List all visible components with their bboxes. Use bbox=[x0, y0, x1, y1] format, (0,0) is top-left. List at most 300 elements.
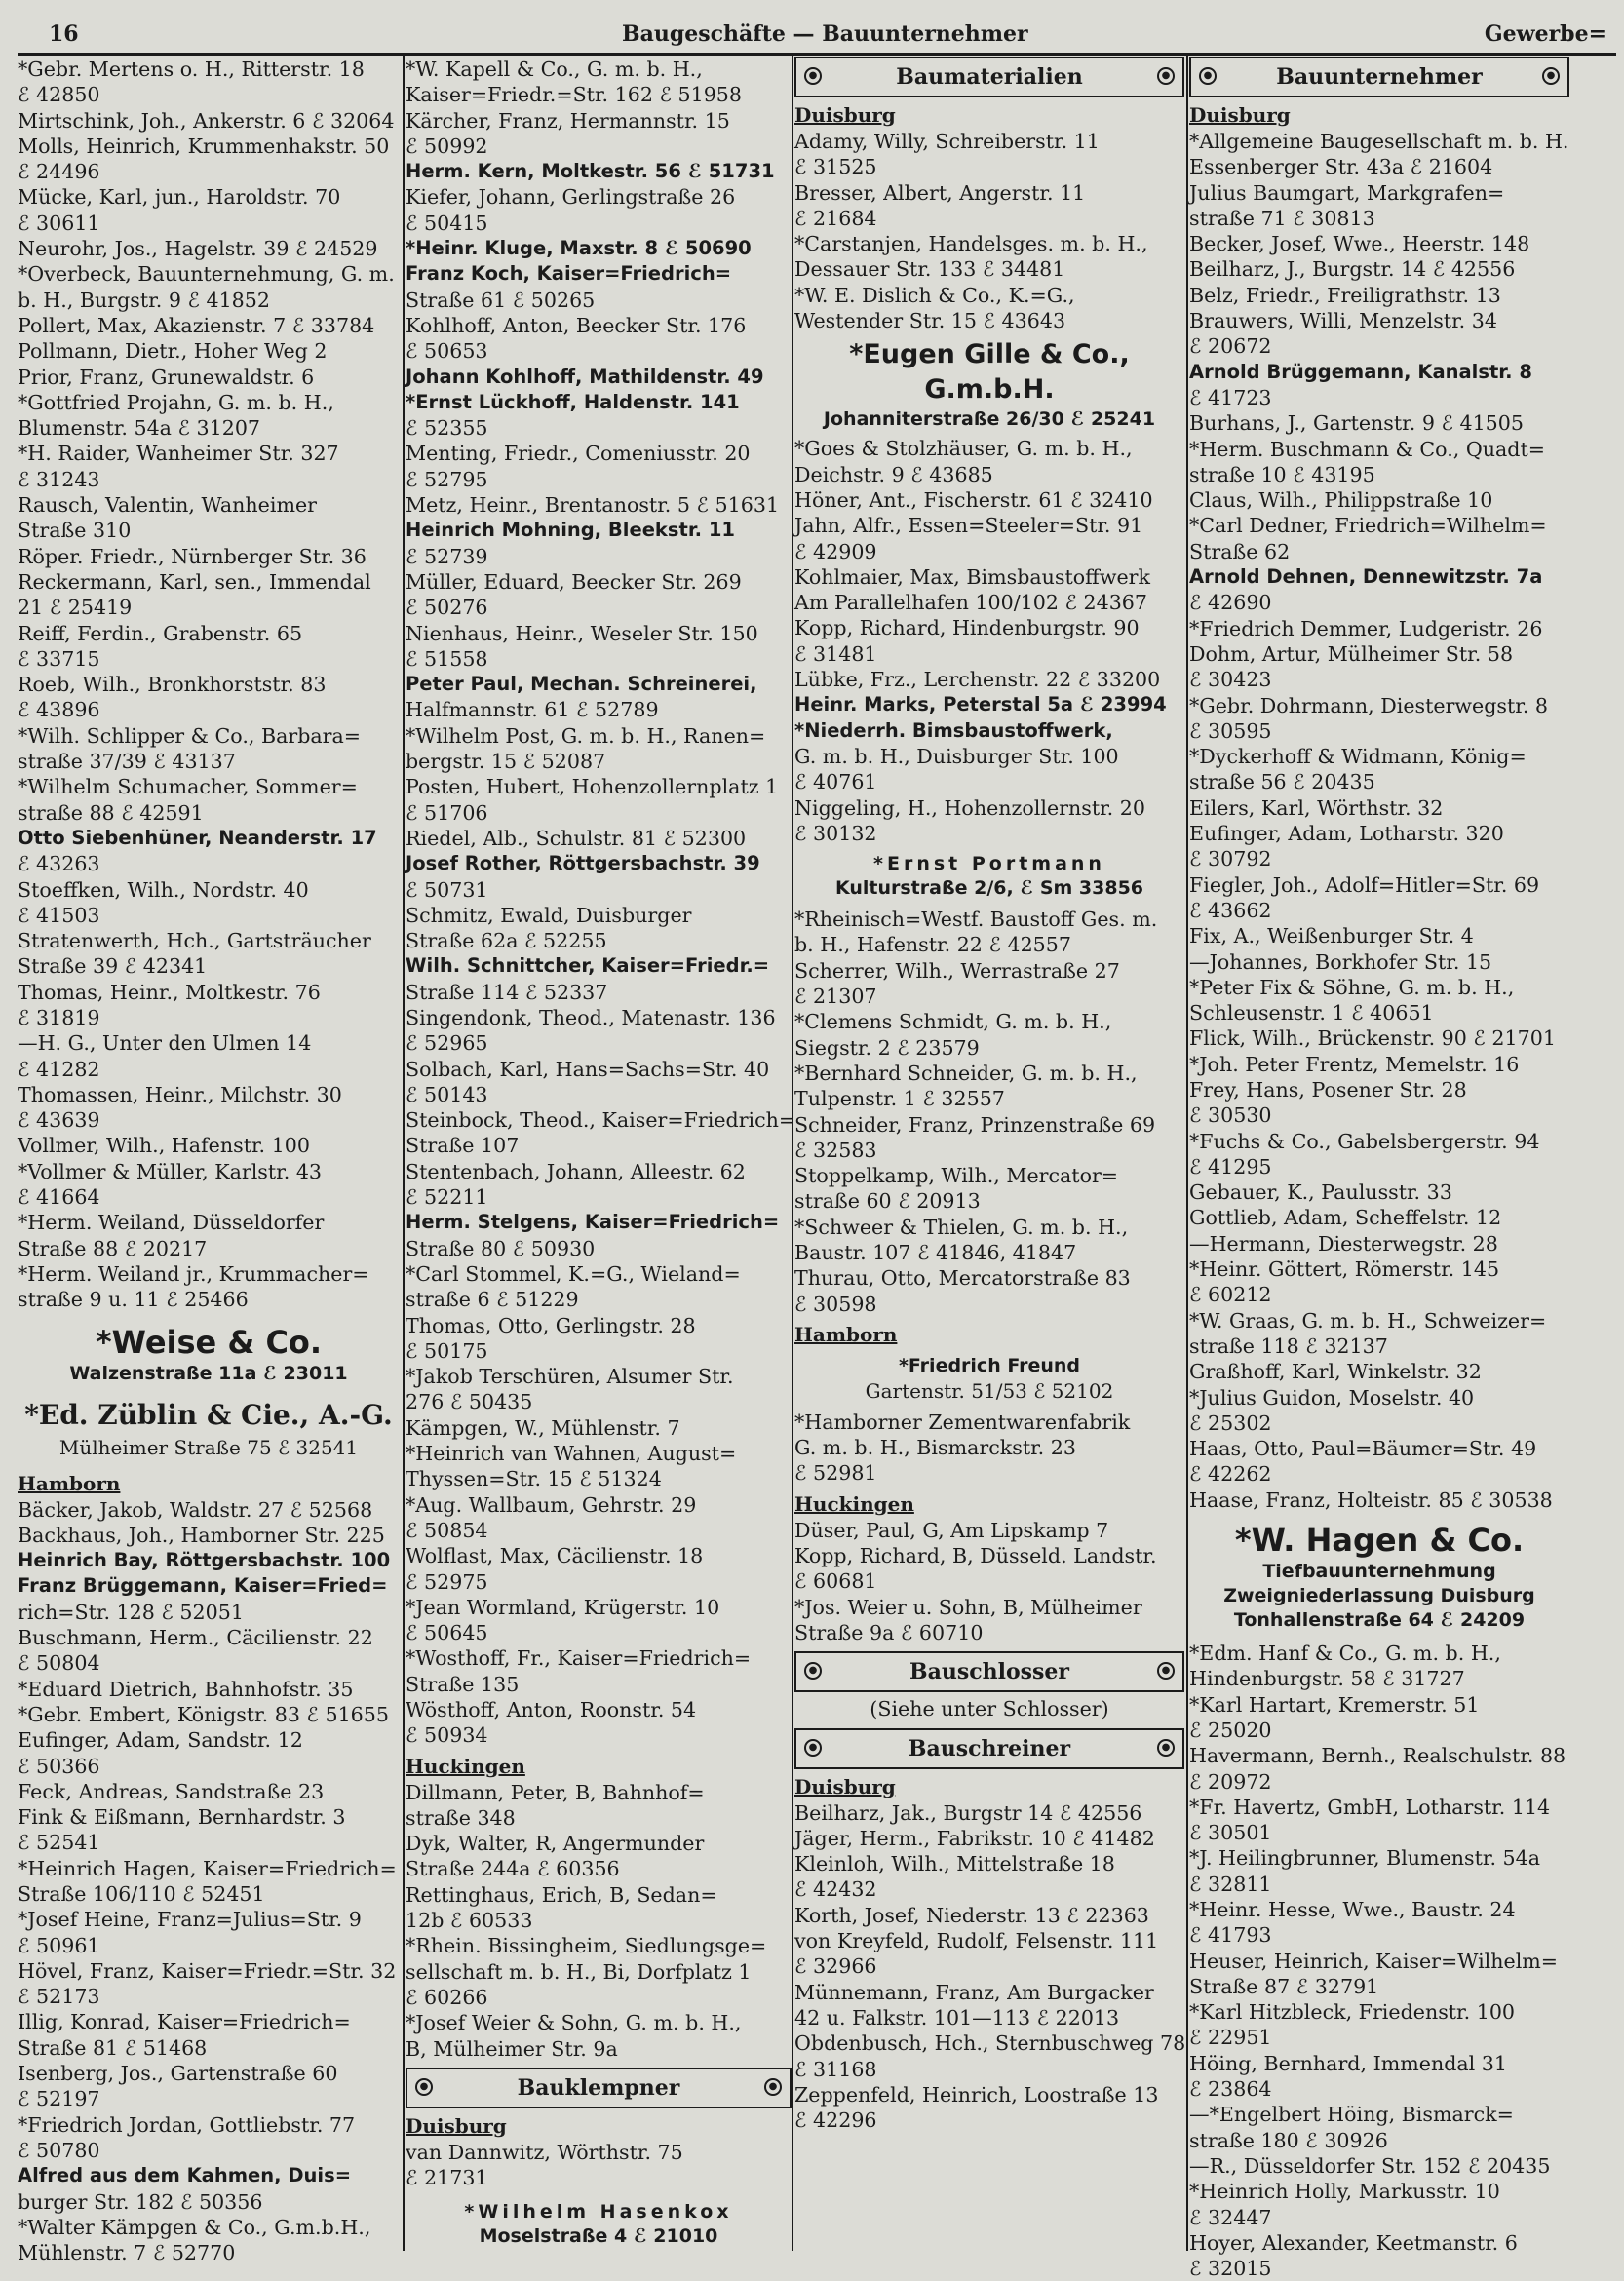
entry-line: *Dyckerhoff & Widmann, König= bbox=[1189, 745, 1527, 769]
entry-bold: Arnold Brüggemann, Kanalstr. 8 bbox=[1189, 360, 1532, 383]
entry-bold: *Ernst Lückhoff, Haldenstr. 141 bbox=[406, 390, 740, 413]
entry-line: —R., Düsseldorfer Str. 152 ℰ 20435 bbox=[1189, 2153, 1551, 2178]
entry-line: ℰ 42432 bbox=[794, 1877, 877, 1902]
entry-line: Scherrer, Wilh., Werrastraße 27 bbox=[794, 958, 1120, 983]
entry-line: ℰ 30598 bbox=[794, 1292, 877, 1316]
entry-line: Gottlieb, Adam, Scheffelstr. 12 bbox=[1189, 1206, 1502, 1230]
cross-reference: (Siehe unter Schlosser) bbox=[870, 1697, 1109, 1721]
entry-line: Straße 244a ℰ 60356 bbox=[406, 1857, 620, 1881]
entry-line: Essenberger Str. 43a ℰ 21604 bbox=[1189, 155, 1493, 179]
advert-address: Tonhallenstraße 64 ℰ 24209 bbox=[1233, 1609, 1526, 1632]
entry-line: straße 71 ℰ 30813 bbox=[1189, 206, 1375, 230]
entry-line: ℰ 52975 bbox=[406, 1569, 488, 1594]
entry-line: ℰ 30595 bbox=[1189, 718, 1272, 743]
entry-line: ℰ 31168 bbox=[794, 2057, 877, 2081]
entry-line: Zeppenfeld, Heinrich, Loostraße 13 bbox=[794, 2082, 1159, 2107]
entry-bold: *Niederrh. Bimsbaustoffwerk, bbox=[794, 718, 1113, 742]
entry-line: Adamy, Willy, Schreiberstr. 11 bbox=[794, 130, 1100, 153]
entry-line: von Kreyfeld, Rudolf, Felsenstr. 111 bbox=[794, 1929, 1159, 1953]
entry-list bbox=[406, 57, 792, 159]
entry-bold: Herm. Kern, Moltkestr. 56 ℰ 51731 bbox=[406, 160, 775, 183]
entry-line: Burhans, J., Gartenstr. 9 ℰ 41505 bbox=[1189, 411, 1524, 436]
entry-list bbox=[794, 907, 1184, 1317]
entry-line: ℰ 31819 bbox=[18, 1005, 100, 1029]
bullet-circle-icon: ● bbox=[1542, 67, 1560, 85]
advert-address: Kulturstraße 2/6, ℰ Sm 33856 bbox=[834, 877, 1144, 900]
column-rule bbox=[1186, 56, 1188, 2251]
entry-line: van Dannwitz, Wörthstr. 75 bbox=[406, 2140, 683, 2164]
section-title: Bauschreiner bbox=[908, 1735, 1071, 1761]
entry-list bbox=[1189, 385, 1569, 564]
entry-bold: Franz Koch, Kaiser=Friedrich= bbox=[406, 262, 732, 286]
entry-line: Thyssen=Str. 15 ℰ 51324 bbox=[406, 1467, 662, 1491]
entry-list bbox=[794, 744, 1184, 846]
entry-line: *Goes & Stolzhäuser, G. m. b. H., bbox=[794, 437, 1133, 461]
entry-line: Haase, Franz, Holteistr. 85 ℰ 30538 bbox=[1189, 1488, 1553, 1512]
column-1 bbox=[18, 57, 400, 2265]
entry-line: ℰ 43263 bbox=[18, 852, 100, 876]
entry-line: ℰ 32583 bbox=[794, 1138, 877, 1162]
column-2 bbox=[406, 57, 796, 2250]
advert-weise bbox=[18, 1323, 400, 1386]
section-title: Baumaterialien bbox=[896, 64, 1083, 90]
entry-line: *Friedrich Jordan, Gottliebstr. 77 bbox=[18, 2112, 356, 2137]
column-rule bbox=[792, 56, 793, 2251]
bullet-circle-icon: ● bbox=[1157, 67, 1175, 85]
entry-line: Dyk, Walter, R, Angermunder bbox=[406, 1832, 705, 1856]
advert-line: Tiefbauunternehmung bbox=[1262, 1561, 1496, 1583]
entry-line: ℰ 33715 bbox=[18, 646, 100, 671]
entry-line: Solbach, Karl, Hans=Sachs=Str. 40 bbox=[406, 1057, 770, 1081]
bullet-circle-icon: ● bbox=[804, 1662, 822, 1680]
entry-line: Fink & Eißmann, Bernhardstr. 3 bbox=[18, 1805, 346, 1830]
entry-list bbox=[406, 288, 792, 365]
entry-line: Brauwers, Willi, Menzelstr. 34 bbox=[1189, 309, 1497, 333]
entry-list bbox=[406, 2140, 792, 2191]
entry-line: Thurau, Otto, Mercatorstraße 83 bbox=[794, 1266, 1131, 1291]
entry-list bbox=[1189, 129, 1569, 360]
entry-list bbox=[406, 877, 792, 954]
entry-line: G. m. b. H., Bismarckstr. 23 bbox=[794, 1436, 1076, 1460]
entry-list bbox=[406, 1780, 792, 2062]
entry-line: Backhaus, Joh., Hamborner Str. 225 bbox=[18, 1523, 385, 1547]
entry-list bbox=[794, 1800, 1184, 2134]
entry-line: Lübke, Frz., Lerchenstr. 22 ℰ 33200 bbox=[794, 668, 1161, 692]
entry-line: —*Engelbert Höing, Bismarck= bbox=[1189, 2103, 1514, 2127]
entry-line: ℰ 31525 bbox=[794, 155, 877, 179]
entry-line: Fix, A., Weißenburger Str. 4 bbox=[1189, 924, 1474, 948]
advert-name: *Eugen Gille & Co., G.m.b.H. bbox=[849, 339, 1130, 406]
section-heading bbox=[794, 57, 1184, 97]
advert-hagen bbox=[1189, 1521, 1569, 1633]
advert-name: *Ernst Portmann bbox=[873, 853, 1105, 875]
entry-line: —Hermann, Diesterwegstr. 28 bbox=[1189, 1231, 1498, 1256]
entry-line: ℰ 60266 bbox=[406, 1985, 488, 2009]
entry-bold: Alfred aus dem Kahmen, Duis= bbox=[18, 2164, 352, 2187]
entry-line: *W. E. Dislich & Co., K.=G., bbox=[794, 283, 1075, 307]
entry-line: ℰ 30132 bbox=[794, 821, 877, 845]
entry-line: Mühlenstr. 7 ℰ 52770 bbox=[18, 2241, 236, 2265]
entry-line: ℰ 50366 bbox=[18, 1754, 100, 1778]
entry-line: Heuser, Heinrich, Kaiser=Wilhelm= bbox=[1189, 1949, 1559, 1973]
entry-line: Röper. Friedr., Nürnberger Str. 36 bbox=[18, 544, 367, 568]
entry-line: ℰ 20672 bbox=[1189, 334, 1272, 359]
entry-line: *Edm. Hanf & Co., G. m. b. H., bbox=[1189, 1642, 1501, 1666]
entry-list bbox=[794, 436, 1184, 692]
entry-bold: Franz Brüggemann, Kaiser=Fried= bbox=[18, 1574, 388, 1598]
entry-line: Straße 61 ℰ 50265 bbox=[406, 288, 596, 312]
entry-line: ℰ 52981 bbox=[794, 1461, 877, 1486]
entry-line: Düser, Paul, G, Am Lipskamp 7 bbox=[794, 1518, 1109, 1542]
advert-name: *Ed. Züblin & Cie., A.-G. bbox=[24, 1398, 393, 1431]
section-heading bbox=[406, 2068, 792, 2108]
bullet-circle-icon: ● bbox=[1157, 1739, 1175, 1757]
entry-line: Gebauer, K., Paulusstr. 33 bbox=[1189, 1180, 1452, 1205]
entry-line: ℰ 50992 bbox=[406, 134, 488, 158]
entry-line: straße 348 bbox=[406, 1805, 516, 1830]
entry-line: ℰ 25020 bbox=[1189, 1718, 1272, 1742]
entry-line: ℰ 24496 bbox=[18, 160, 100, 184]
entry-bold: Heinr. Marks, Peterstal 5a ℰ 23994 bbox=[794, 693, 1167, 716]
entry-line: Feck, Andreas, Sandstraße 23 bbox=[18, 1779, 325, 1803]
entry-line: ℰ 50804 bbox=[18, 1651, 100, 1676]
entry-line: Bäcker, Jakob, Waldstr. 27 ℰ 52568 bbox=[18, 1497, 373, 1522]
entry-line: ℰ 41282 bbox=[18, 1057, 100, 1081]
entry-line: Korth, Josef, Niederstr. 13 ℰ 22363 bbox=[794, 1903, 1149, 1927]
entry-line: ℰ 30423 bbox=[1189, 668, 1272, 692]
entry-line: ℰ 52197 bbox=[18, 2087, 100, 2111]
entry-line: Kaiser=Friedr.=Str. 162 ℰ 51958 bbox=[406, 83, 743, 107]
entry-line: ℰ 50276 bbox=[406, 596, 488, 620]
entry-line: Kiefer, Johann, Gerlingstraße 26 bbox=[406, 185, 736, 210]
entry-line: *Vollmer & Müller, Karlstr. 43 bbox=[18, 1159, 323, 1183]
entry-line: Straße 62a ℰ 52255 bbox=[406, 929, 607, 953]
bullet-circle-icon: ● bbox=[804, 1739, 822, 1757]
bullet-circle-icon: ● bbox=[764, 2078, 782, 2096]
entry-line: —Johannes, Borkhofer Str. 15 bbox=[1189, 949, 1492, 974]
entry-line: Illig, Konrad, Kaiser=Friedrich= bbox=[18, 2010, 351, 2034]
entry-line: *Gottfried Projahn, G. m. b. H., bbox=[18, 390, 334, 414]
entry-list bbox=[794, 1518, 1184, 1645]
entry-line: *Fuchs & Co., Gabelsbergerstr. 94 bbox=[1189, 1129, 1540, 1153]
entry-line: *Allgemeine Baugesellschaft m. b. H. bbox=[1189, 130, 1569, 153]
entry-line: ℰ 41793 bbox=[1189, 1923, 1272, 1948]
entry-line: *W. Kapell & Co., G. m. b. H., bbox=[406, 58, 703, 81]
page-header bbox=[18, 14, 1616, 56]
entry-line: Schmitz, Ewald, Duisburger bbox=[406, 903, 692, 927]
entry-line: ℰ 52355 bbox=[406, 416, 488, 441]
entry-line: ℰ 30611 bbox=[18, 211, 100, 235]
entry-line: Stoeffken, Wilh., Nordstr. 40 bbox=[18, 877, 309, 902]
entry-line: Bresser, Albert, Angerstr. 11 bbox=[794, 180, 1086, 205]
entry-line: ℰ 41723 bbox=[1189, 385, 1272, 409]
entry-line: Siegstr. 2 ℰ 23579 bbox=[794, 1035, 980, 1060]
advert-address: Gartenstr. 51/53 ℰ 52102 bbox=[865, 1378, 1114, 1403]
entry-line: *Schweer & Thielen, G. m. b. H., bbox=[794, 1215, 1129, 1239]
advert-line: Zweigniederlassung Duisburg bbox=[1223, 1585, 1535, 1607]
entry-bold: Heinrich Mohning, Bleekstr. 11 bbox=[406, 519, 735, 542]
entry-list bbox=[18, 1497, 400, 1549]
city-heading: Hamborn bbox=[18, 1471, 121, 1495]
entry-line: ℰ 41295 bbox=[1189, 1154, 1272, 1179]
entry-bold: Josef Rother, Röttgersbachstr. 39 bbox=[406, 852, 760, 875]
entry-line: *Josef Weier & Sohn, G. m. b. H., bbox=[406, 2011, 742, 2035]
entry-bold: Heinrich Bay, Röttgersbachstr. 100 bbox=[18, 1549, 391, 1572]
entry-list bbox=[794, 129, 1184, 333]
entry-line: Stoppelkamp, Wilh., Mercator= bbox=[794, 1164, 1119, 1188]
entry-line: ℰ 30501 bbox=[1189, 1821, 1272, 1845]
entry-line: Straße 9a ℰ 60710 bbox=[794, 1620, 984, 1644]
entry-list bbox=[406, 1236, 792, 1749]
entry-line: *Heinrich van Wahnen, August= bbox=[406, 1442, 737, 1466]
entry-line: Prior, Franz, Grunewaldstr. 6 bbox=[18, 365, 315, 389]
entry-line: burger Str. 182 ℰ 50356 bbox=[18, 2189, 263, 2214]
section-title: Bauklempner bbox=[517, 2074, 680, 2101]
entry-line: ℰ 52795 bbox=[406, 467, 488, 491]
entry-line: Becker, Josef, Wwe., Heerstr. 148 bbox=[1189, 232, 1530, 256]
city-heading: Duisburg bbox=[794, 103, 896, 127]
running-head: Gewerbe= bbox=[1484, 21, 1606, 47]
entry-line: Thomassen, Heinr., Milchstr. 30 bbox=[18, 1082, 342, 1106]
entry-line: *Carl Stommel, K.=G., Wieland= bbox=[406, 1261, 741, 1286]
entry-list bbox=[406, 415, 792, 518]
entry-line: Stratenwerth, Hch., Gartsträucher bbox=[18, 929, 371, 953]
entry-line: Thomas, Otto, Gerlingstr. 28 bbox=[406, 1313, 696, 1337]
entry-line: ℰ 21307 bbox=[794, 985, 877, 1009]
entry-line: *Julius Guidon, Moselstr. 40 bbox=[1189, 1385, 1475, 1410]
entry-line: Straße 106/110 ℰ 52451 bbox=[18, 1882, 265, 1906]
entry-line: *Wilhelm Post, G. m. b. H., Ranen= bbox=[406, 723, 766, 748]
bullet-circle-icon: ● bbox=[1157, 1662, 1175, 1680]
entry-line: bergstr. 15 ℰ 52087 bbox=[406, 750, 606, 774]
entry-line: *Heinr. Hesse, Wwe., Baustr. 24 bbox=[1189, 1898, 1516, 1921]
entry-list bbox=[18, 2189, 400, 2266]
entry-line: Posten, Hubert, Hohenzollernplatz 1 bbox=[406, 775, 779, 799]
entry-bold: Otto Siebenhüner, Neanderstr. 17 bbox=[18, 826, 377, 849]
advert-freund bbox=[794, 1354, 1184, 1404]
entry-line: Hoyer, Alexander, Keetmanstr. 6 bbox=[1189, 2230, 1518, 2255]
column-4 bbox=[1189, 57, 1569, 2281]
entry-bold: Wilh. Schnittcher, Kaiser=Friedr.= bbox=[406, 954, 770, 978]
entry-line: Wolflast, Max, Cäcilienstr. 18 bbox=[406, 1544, 704, 1568]
entry-line: Kohlhoff, Anton, Beecker Str. 176 bbox=[406, 313, 747, 337]
entry-line: Flick, Wilh., Brückenstr. 90 ℰ 21701 bbox=[1189, 1026, 1556, 1051]
entry-line: *Friedrich Demmer, Ludgeristr. 26 bbox=[1189, 616, 1543, 640]
column-3 bbox=[794, 57, 1184, 2250]
entry-line: *Walter Kämpgen & Co., G.m.b.H., bbox=[18, 2215, 371, 2239]
entry-line: Molls, Heinrich, Krummenhakstr. 50 bbox=[18, 134, 390, 158]
entry-line: ℰ 50143 bbox=[406, 1082, 488, 1106]
entry-line: Rausch, Valentin, Wanheimer bbox=[18, 493, 318, 518]
entry-list bbox=[18, 57, 400, 826]
entry-line: ℰ 31243 bbox=[18, 467, 100, 491]
entry-line: Schneider, Franz, Prinzenstraße 69 bbox=[794, 1112, 1156, 1137]
entry-line: ℰ 52541 bbox=[18, 1831, 100, 1855]
entry-line: *Joh. Peter Frentz, Memelstr. 16 bbox=[1189, 1052, 1520, 1076]
entry-line: Claus, Wilh., Philippstraße 10 bbox=[1189, 488, 1493, 513]
entry-line: 42 u. Falkstr. 101—113 ℰ 22013 bbox=[794, 2005, 1120, 2030]
section-heading bbox=[794, 1651, 1184, 1692]
entry-line: Kopp, Richard, Hindenburgstr. 90 bbox=[794, 616, 1140, 640]
advert-name: *Wilhelm Hasenkox bbox=[464, 2201, 733, 2223]
entry-bold: *Heinr. Kluge, Maxstr. 8 ℰ 50690 bbox=[406, 237, 752, 260]
entry-line: Straße 80 ℰ 50930 bbox=[406, 1236, 596, 1260]
entry-line: *Hamborner Zementwarenfabrik bbox=[794, 1410, 1131, 1434]
entry-line: *Peter Fix & Söhne, G. m. b. H., bbox=[1189, 975, 1515, 999]
entry-line: Wösthoff, Anton, Roonstr. 54 bbox=[406, 1698, 697, 1721]
bullet-circle-icon: ● bbox=[1199, 67, 1217, 85]
entry-line: Menting, Friedr., Comeniusstr. 20 bbox=[406, 442, 751, 466]
advert-address: Johanniterstraße 26/30 ℰ 25241 bbox=[823, 408, 1156, 431]
section-title: Bauunternehmer bbox=[1276, 64, 1483, 90]
entry-line: *Carl Dedner, Friedrich=Wilhelm= bbox=[1189, 514, 1547, 538]
entry-bold: Johann Kohlhoff, Mathildenstr. 49 bbox=[406, 365, 764, 388]
entry-line: Havermann, Bernh., Realschulstr. 88 bbox=[1189, 1744, 1566, 1768]
entry-line: Rettinghaus, Erich, B, Sedan= bbox=[406, 1882, 717, 1907]
entry-line: ℰ 32015 bbox=[1189, 2257, 1272, 2281]
entry-line: *Gebr. Dohrmann, Diesterwegstr. 8 bbox=[1189, 693, 1549, 717]
city-heading: Duisburg bbox=[1189, 103, 1291, 127]
entry-line: Pollert, Max, Akazienstr. 7 ℰ 33784 bbox=[18, 313, 375, 337]
entry-list bbox=[18, 1600, 400, 2164]
entry-line: 276 ℰ 50435 bbox=[406, 1390, 533, 1414]
entry-line: *Heinrich Hagen, Kaiser=Friedrich= bbox=[18, 1856, 397, 1880]
entry-line: b. H., Hafenstr. 22 ℰ 42557 bbox=[794, 933, 1071, 957]
entry-line: ℰ 52173 bbox=[18, 1985, 100, 2009]
entry-line: straße 6 ℰ 51229 bbox=[406, 1288, 579, 1312]
entry-line: *Josef Heine, Franz=Julius=Str. 9 bbox=[18, 1908, 362, 1932]
advert-hasenkox bbox=[406, 2200, 792, 2249]
entry-line: *Karl Hitzbleck, Friedenstr. 100 bbox=[1189, 2000, 1516, 2025]
entry-line: *Gebr. Embert, Königstr. 83 ℰ 51655 bbox=[18, 1702, 389, 1726]
entry-line: Münnemann, Franz, Am Burgacker bbox=[794, 1980, 1154, 2004]
entry-line: Riedel, Alb., Schulstr. 81 ℰ 52300 bbox=[406, 826, 747, 850]
entry-list bbox=[406, 184, 792, 236]
entry-line: Kleinloh, Wilh., Mittelstraße 18 bbox=[794, 1852, 1115, 1876]
entry-list bbox=[406, 980, 796, 1211]
entry-line: ℰ 21731 bbox=[406, 2166, 488, 2190]
entry-line: Jahn, Alfr., Essen=Steeler=Str. 91 bbox=[794, 514, 1143, 538]
entry-line: *Karl Hartart, Kremerstr. 51 bbox=[1189, 1692, 1480, 1717]
entry-line: *Wosthoff, Fr., Kaiser=Friedrich= bbox=[406, 1646, 752, 1671]
entry-line: sellschaft m. b. H., Bi, Dorfplatz 1 bbox=[406, 1959, 752, 1984]
entry-line: Haas, Otto, Paul=Bäumer=Str. 49 bbox=[1189, 1437, 1537, 1461]
column-rule bbox=[403, 56, 405, 2251]
entry-line: B, Mülheimer Str. 9a bbox=[406, 2036, 618, 2061]
entry-line: *Clemens Schmidt, G. m. b. H., bbox=[794, 1010, 1112, 1034]
entry-line: 12b ℰ 60533 bbox=[406, 1909, 533, 1933]
advert-name: *W. Hagen & Co. bbox=[1234, 1522, 1525, 1560]
entry-line: *Herm. Buschmann & Co., Quadt= bbox=[1189, 437, 1545, 461]
advert-name: *Weise & Co. bbox=[95, 1323, 323, 1361]
entry-line: *Jos. Weier u. Sohn, B, Mülheimer bbox=[794, 1595, 1142, 1619]
entry-line: straße 9 u. 11 ℰ 25466 bbox=[18, 1288, 249, 1312]
entry-line: *Overbeck, Bauunternehmung, G. m. bbox=[18, 262, 395, 287]
entry-line: Eufinger, Adam, Lotharstr. 320 bbox=[1189, 822, 1504, 846]
entry-line: Straße 107 bbox=[406, 1134, 520, 1158]
entry-line: ℰ 42690 bbox=[1189, 591, 1272, 615]
entry-line: ℰ 52739 bbox=[406, 544, 488, 568]
entry-line: Baustr. 107 ℰ 41846, 41847 bbox=[794, 1240, 1077, 1264]
entry-list bbox=[1189, 1641, 1569, 2281]
entry-line: Halfmannstr. 61 ℰ 52789 bbox=[406, 698, 659, 722]
bullet-circle-icon: ● bbox=[804, 67, 822, 85]
entry-list bbox=[18, 851, 400, 1312]
page-title: Baugeschäfte — Bauunternehmer bbox=[622, 21, 1028, 47]
entry-line: ℰ 41503 bbox=[18, 903, 100, 927]
city-heading: Huckingen bbox=[406, 1754, 525, 1778]
entry-line: *Carstanjen, Handelsges. m. b. H., bbox=[794, 232, 1148, 256]
entry-line: ℰ 23864 bbox=[1189, 2077, 1272, 2102]
entry-line: Mücke, Karl, jun., Haroldstr. 70 bbox=[18, 185, 341, 210]
entry-line: *H. Raider, Wanheimer Str. 327 bbox=[18, 442, 339, 466]
entry-line: Tulpenstr. 1 ℰ 32557 bbox=[794, 1087, 1005, 1111]
entry-line: Höner, Ant., Fischerstr. 61 ℰ 32410 bbox=[794, 487, 1153, 512]
advert-gille bbox=[794, 337, 1184, 432]
entry-line: Am Parallelhafen 100/102 ℰ 24367 bbox=[794, 591, 1148, 615]
entry-line: ℰ 30792 bbox=[1189, 847, 1272, 871]
entry-line: *Heinr. Göttert, Römerstr. 145 bbox=[1189, 1257, 1500, 1282]
entry-line: Dohm, Artur, Mülheimer Str. 58 bbox=[1189, 641, 1514, 666]
entry-line: *J. Heilingbrunner, Blumenstr. 54a bbox=[1189, 1846, 1541, 1871]
entry-line: ℰ 32811 bbox=[1189, 1872, 1272, 1896]
advert-zueblin bbox=[18, 1396, 400, 1460]
city-heading: Huckingen bbox=[794, 1491, 914, 1516]
advert-address: Walzenstraße 11a ℰ 23011 bbox=[69, 1362, 348, 1384]
entry-line: Beilharz, J., Burgstr. 14 ℰ 42556 bbox=[1189, 257, 1516, 282]
entry-line: Nienhaus, Heinr., Weseler Str. 150 bbox=[406, 621, 758, 645]
entry-line: Buschmann, Herm., Cäcilienstr. 22 bbox=[18, 1626, 373, 1650]
entry-bold: Arnold Dehnen, Dennewitzstr. 7a bbox=[1189, 565, 1543, 589]
entry-line: Westender Str. 15 ℰ 43643 bbox=[794, 309, 1066, 333]
entry-line: Straße 310 bbox=[18, 519, 132, 543]
entry-line: Stentenbach, Johann, Alleestr. 62 bbox=[406, 1159, 746, 1183]
entry-line: Straße 39 ℰ 42341 bbox=[18, 954, 208, 979]
entry-line: Hövel, Franz, Kaiser=Friedr.=Str. 32 bbox=[18, 1958, 397, 1983]
entry-line: *Bernhard Schneider, G. m. b. H., bbox=[794, 1061, 1138, 1085]
page-number: 16 bbox=[49, 21, 79, 47]
entry-line: ℰ 25302 bbox=[1189, 1411, 1272, 1435]
entry-line: Belz, Friedr., Freiligrathstr. 13 bbox=[1189, 283, 1501, 307]
entry-line: ℰ 43896 bbox=[18, 698, 100, 722]
entry-line: Kopp, Richard, B, Düsseld. Landstr. bbox=[794, 1544, 1157, 1568]
entry-line: Dessauer Str. 133 ℰ 34481 bbox=[794, 257, 1065, 282]
entry-line: Graßhoff, Karl, Winkelstr. 32 bbox=[1189, 1360, 1482, 1384]
entry-line: ℰ 52965 bbox=[406, 1031, 488, 1056]
entry-line: *Rhein. Bissingheim, Siedlungsge= bbox=[406, 1934, 767, 1958]
entry-line: ℰ 42850 bbox=[18, 83, 100, 107]
entry-line: Straße 81 ℰ 51468 bbox=[18, 2035, 208, 2060]
entry-line: Straße 62 bbox=[1189, 539, 1291, 563]
entry-line: Steinbock, Theod., Kaiser=Friedrich= bbox=[406, 1108, 796, 1133]
entry-line: ℰ 50961 bbox=[18, 1933, 100, 1957]
entry-line: Dillmann, Peter, B, Bahnhof= bbox=[406, 1780, 705, 1804]
entry-line: ℰ 60212 bbox=[1189, 1283, 1272, 1307]
entry-line: Straße 87 ℰ 32791 bbox=[1189, 1974, 1379, 1998]
entry-line: Roeb, Wilh., Bronkhorststr. 83 bbox=[18, 673, 327, 697]
city-heading: Hamborn bbox=[794, 1322, 898, 1346]
entry-line: Straße 88 ℰ 20217 bbox=[18, 1236, 208, 1260]
entry-line: Deichstr. 9 ℰ 43685 bbox=[794, 462, 993, 486]
entry-line: *Aug. Wallbaum, Gehrstr. 29 bbox=[406, 1492, 697, 1517]
entry-line: ℰ 43639 bbox=[18, 1108, 100, 1133]
entry-line: Obdenbusch, Hch., Sternbuschweg 78 bbox=[794, 2031, 1186, 2056]
entry-line: ℰ 51558 bbox=[406, 646, 488, 671]
entry-list bbox=[406, 544, 792, 672]
entry-line: Frey, Hans, Posener Str. 28 bbox=[1189, 1077, 1467, 1102]
entry-line: Mirtschink, Joh., Ankerstr. 6 ℰ 32064 bbox=[18, 108, 395, 133]
advert-address: Mülheimer Straße 75 ℰ 32541 bbox=[58, 1435, 359, 1459]
